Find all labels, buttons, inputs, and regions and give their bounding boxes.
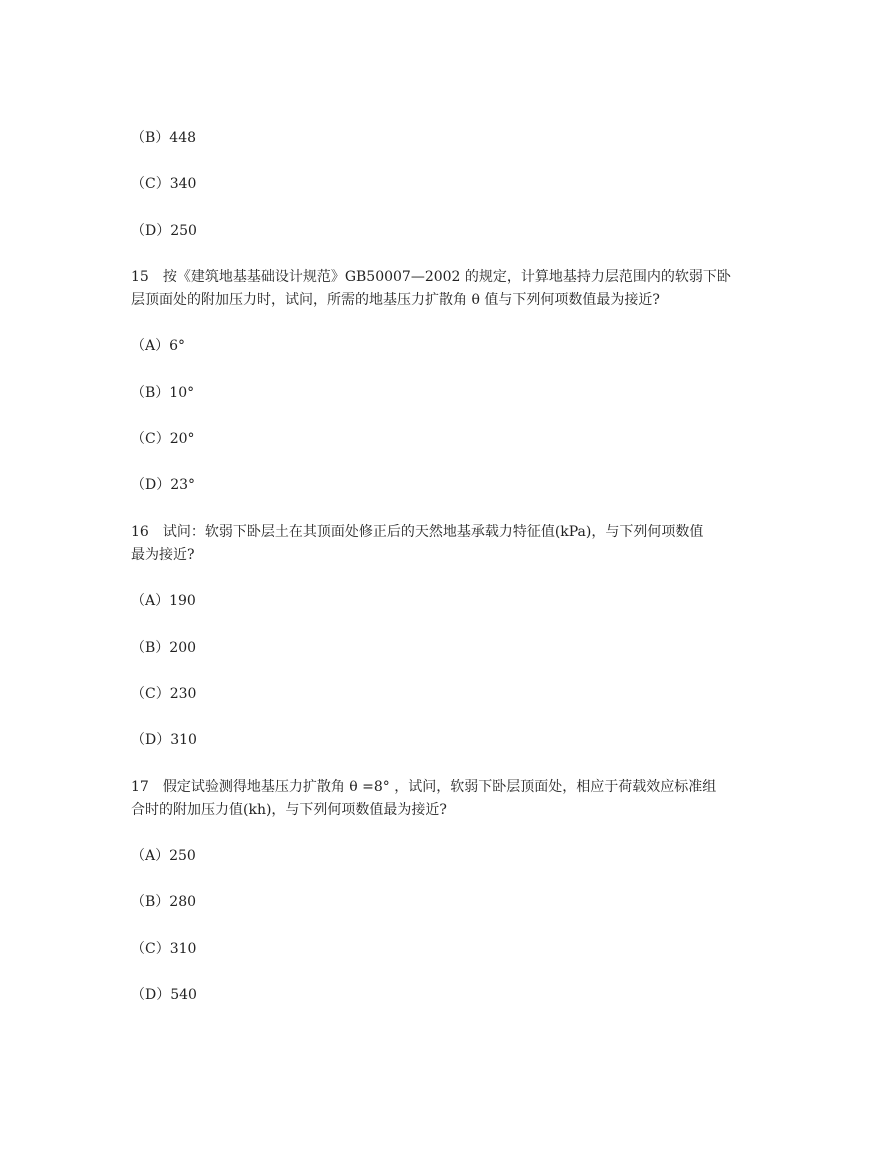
question-17-option-b: （B）280	[131, 894, 197, 910]
question-17-option-a: （A）250	[131, 848, 196, 864]
question-15-option-c: （C）20°	[131, 431, 195, 447]
question-17-option-c: （C）310	[131, 941, 197, 957]
question-17-line-2: 合时的附加压力值(kh)，与下列何项数值最为接近?	[131, 802, 447, 818]
question-15-option-b: （B）10°	[131, 385, 195, 401]
option-b-prev: （B）448	[131, 130, 197, 146]
question-16-option-c: （C）230	[131, 686, 197, 702]
option-d-prev: （D）250	[131, 223, 197, 239]
question-16-option-d: （D）310	[131, 732, 197, 748]
question-16-line-1: 16 试问：软弱下卧层土在其顶面处修正后的天然地基承载力特征值(kPa)，与下列何项数值	[131, 524, 704, 540]
question-15-line-2: 层顶面处的附加压力时，试问，所需的地基压力扩散角 θ 值与下列何项数值最为接近?	[131, 292, 660, 308]
question-15-option-a: （A）6°	[131, 338, 186, 354]
question-15-option-d: （D）23°	[131, 477, 196, 493]
question-17-option-d: （D）540	[131, 987, 197, 1003]
question-16-option-a: （A）190	[131, 593, 196, 609]
option-c-prev: （C）340	[131, 176, 197, 192]
question-16-option-b: （B）200	[131, 640, 197, 656]
question-17-line-1: 17 假定试验测得地基压力扩散角 θ =8° ，试问，软弱下卧层顶面处，相应于荷载效应标准组	[131, 779, 717, 795]
question-16-line-2: 最为接近?	[131, 547, 195, 563]
question-15-line-1: 15 按《建筑地基基础设计规范》GB50007—2002 的规定，计算地基持力层范围内的软弱下卧	[131, 269, 731, 285]
